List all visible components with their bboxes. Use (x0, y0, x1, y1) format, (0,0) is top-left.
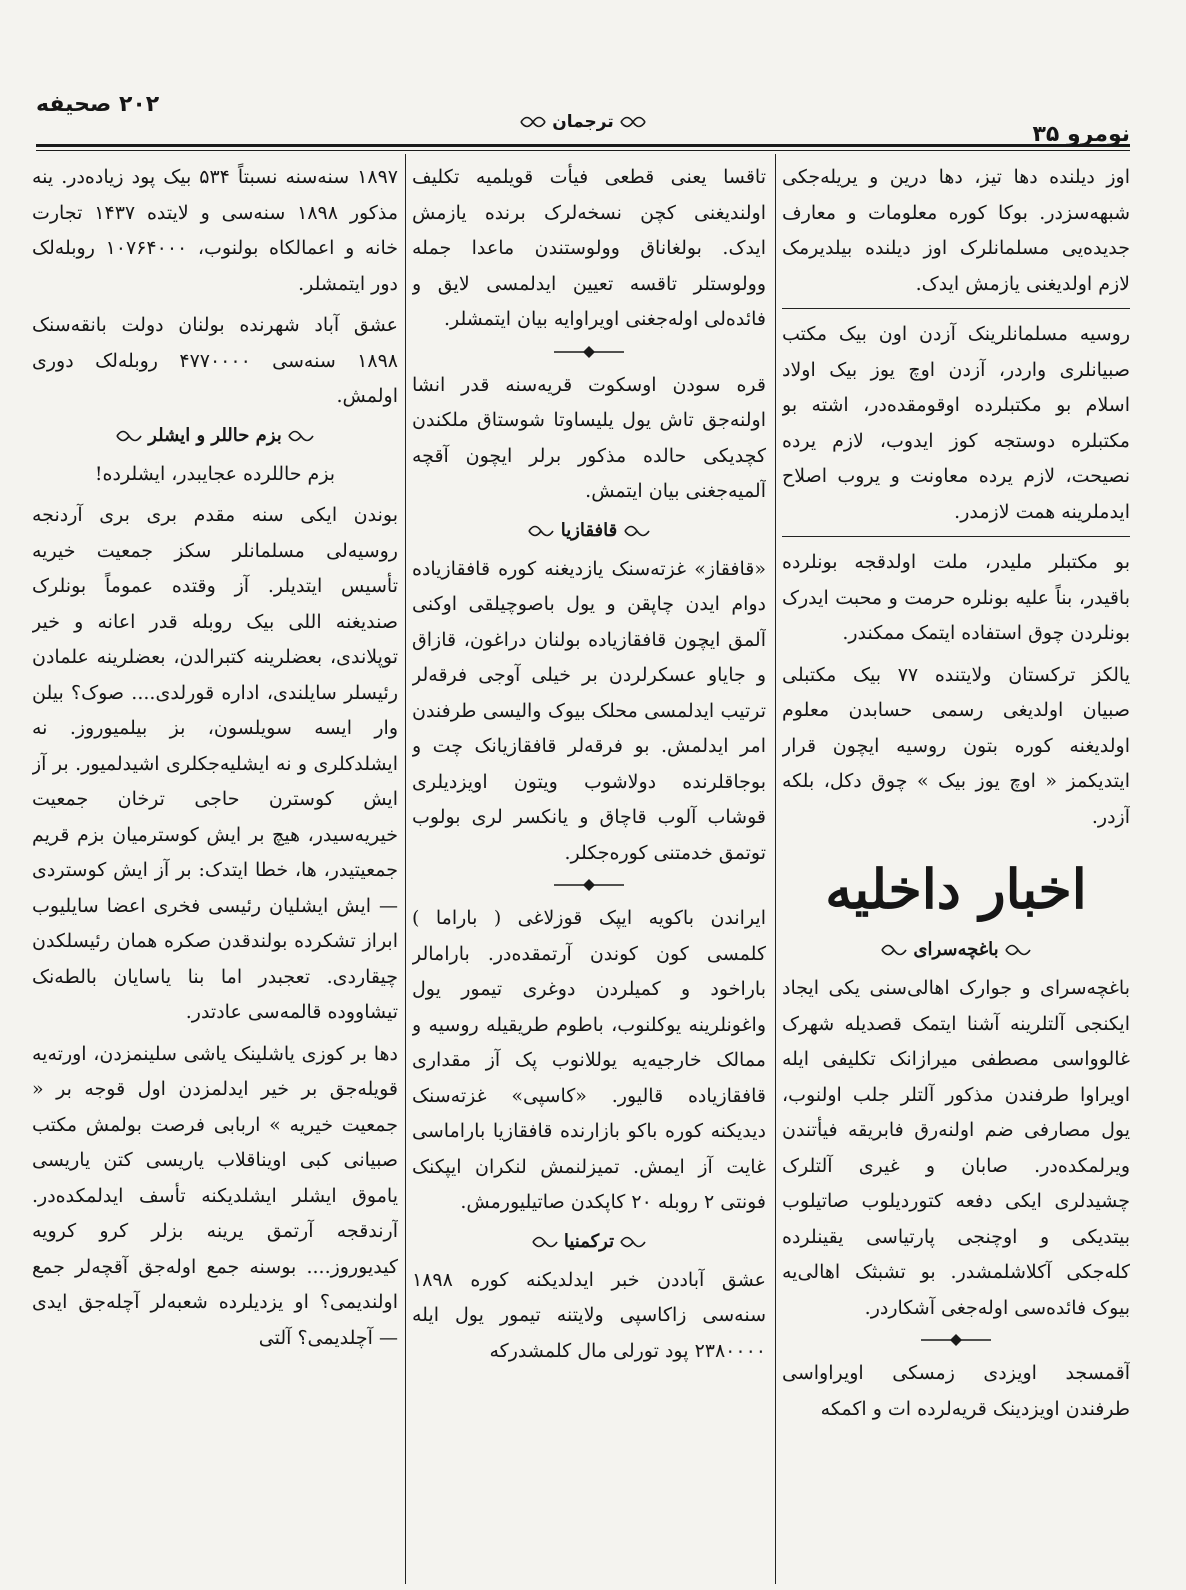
article-paragraph: باغچه‌سرای و جوارک اهالی‌سنی یکی ایجاد ایکنجی آلتلرینه آشنا ایتمک قصدیله شهرک غالوواسی مصطفی میرازانک تکلیفی ایله اویراوا طرفندن مذکور آلتلر جلب اولنوب، یول مصارفی ضم اولنه‌رق فابریقه فیأتندن ویرلمکده‌در. صابان و غیری آلتلرک چشیدلری ایکی دفعه کتوردیلوب صاتیلوب بیتدیکی و اوچنجی پارتیاسی یقینلرده کله‌جکی آکلاشلمشدر. بو تشبثک اهالی‌یه بیوک فائده‌سی اوله‌جغی آشکاردر. (782, 977, 1130, 1319)
article-paragraph: ایراندن باکویه ایپک قوزلاغی ( باراما ) کلمسی کون کوندن آرتمقده‌در. بارامالر باراخود و کمیلردن دوغری تیمور یول واغونلرینه یوکلنوب، باطوم طریقیله روسیه و ممالک خارجیه‌یه یوللانوب پک آز مقداری قافقازیاده قالیور. «کاسپی» غزته‌سنک دیدیکنه کوره باکو بازارنده قافقازیا باراماسی غایت آز ایمش. تمیزلنمش لنکران ایپکنک فونتی ۲ روبله ۲۰ کاپکدن صاتیلیورمش. (412, 907, 766, 1213)
article-paragraph: روسیه مسلمانلرینک آزدن اون بیک مکتب صبیانلری واردر، آزدن اوچ یوز بیک اولاد اسلام بو مکتبلرده اوقومقده‌در، اشته بو مکتبلره دوستجه کوز ایدوب، لازم یرده نصیحت، لازم یرده معاونت و یروب اصلاح ایدملرینه همت لازمدر. (782, 323, 1130, 523)
ornament-icon (528, 524, 554, 538)
article-paragraph: عشق آباد شهرنده بولنان دولت بانقه‌سنک ۱۸۹۸ سنه‌سی ۴۷۷۰۰۰۰ روبله‌لک دوری اولمش. (32, 314, 398, 407)
column-left (32, 160, 398, 1580)
article-paragraph: اوز دیلنده دها تیز، دها درین و یریله‌جکی شبهه‌سزدر. بوکا کوره معلومات و معارف جدیده‌یی مسلمانلرک اوز دیلنده بیلدیرمک لازم اولدیغنی یازمش ایدک. (782, 166, 1130, 295)
ornament-icon (520, 115, 546, 129)
article-paragraph: آقمسجد اویزدی زمسکی اویراواسی طرفندن اویزدینک قریه‌لرده ات و اکمکه (782, 1362, 1130, 1420)
ornament-icon (624, 524, 650, 538)
ornament-icon (288, 429, 314, 443)
issue-number: نومرو ۳۵ (1032, 122, 1130, 147)
article-paragraph: دها بر کوزی یاشلینک یاشی سلینمزدن، اورته‌یه قویله‌جق بر خیر ایدلمزدن اول قوجه بر « جمعیت خیریه » اربابی فرصت بولمش مکتب صبیانی کبی اویناقلاب یاریسی کتن یاریسی یاموق ایشلر ایشلدیکنه تأسف ایدلمکده‌در. آرندقجه آرتمق یرینه بزلر کرو کرویه کیدیوروز.... بوسنه جمع اوله‌جق آقچه‌لر جمع اولندیمی؟ او یزدیلرده شعبه‌لر آچله‌جق ایدی — آچلدیمی؟ آلتی (32, 1042, 398, 1349)
article-paragraph: ۱۸۹۷ سنه‌سنه نسبتاً ۵۳۴ بیک پود زیاده‌در. ینه مذکور ۱۸۹۸ سنه‌سی و لایتده ۱۴۳۷ تجارت خانه و اعمالکاه بولنوب، ۱۰۷۶۴۰۰۰ روبله‌لک دور ایتمشلر. (32, 166, 398, 295)
subheading-text: بزم حاللر و ایشلر (148, 424, 282, 446)
section-title: اخبار داخلیه (825, 857, 1087, 921)
ornament-icon (532, 1235, 558, 1249)
article-paragraph: «قافقاز» غزته‌سنک یازدیغنه کوره قافقازیاده دوام ایدن چاپقن و یول باصوچیلقی اوکنی آلمق ایچون قافقازیاده بولنان دراغون، قازاق و جایاو عسکرلردن بر خیلی آوجی فرقه‌لر ترتیب ایدلمسی محلک بیوک والیسی طرفندن امر ایدلمش. بو فرقه‌لر قافقازیانک چت و بوجاقلرنده دولاشوب ویتون اویزدیلری قوشاب آلوب قاچاق و یانکسر لری بولوب توتمق خدمتنی کوره‌جکلر. (412, 557, 766, 864)
header-rule-thin (36, 150, 1130, 151)
diamond-rule-icon (554, 345, 624, 359)
subheading (782, 935, 1130, 965)
subheading-text: قافقازیا (560, 519, 618, 541)
article-paragraph: عشق آباددن خبر ایدلدیکنه کوره ۱۸۹۸ سنه‌سی زاکاسپی ولایتنه تیمور یول ایله ۲۳۸۰۰۰۰ پود تورلی مال کلمشدرکه (412, 1268, 766, 1362)
diamond-rule-icon (921, 1333, 991, 1347)
subheading-text: ترکمنیا (563, 1230, 615, 1252)
column-right (782, 160, 1130, 1580)
diamond-rule-icon (554, 878, 624, 892)
column-divider (775, 154, 776, 1584)
article-paragraph: بوندن ایکی سنه مقدم بری بری آردنجه روسیه‌لی مسلمانلر سکز جمعیت خیریه تأسیس ایتدیلر. آز وقتده عموماً بونلرک صندیغنه اللی بیک روبله قدر اعانه و خیر توپلاندی، بعضلرینه کتبرالدن، بعضلرینه علمادن رئیسلر سایلندی، اداره قورلدی.... صوک؟ بیلن وار ایسه سویلسون، بز بیلمیوروز. نه ایشلدکلری و نه ایشلیه‌جکلری اشیدلمیور. بر آز ایش کوسترن حاجی ترخان جمعیت خیریه‌سیدر، هیچ بر ایش کوسترمیان بزم قریم جمعیتیدر، ها، خطا ایتدک: بر آز ایش کوستردی — ایش ایشلیان رئیسی فخری اعضا سایلیوب ابراز تشکرده بولندقدن صکره همان رئیسلکدن چیقاردی. تعجبدر اما بنا یاسایان بالطه‌نک تیشاووده قالمه‌سی عادتدر. (32, 504, 398, 1023)
column-divider (405, 154, 406, 1584)
column-middle (412, 160, 766, 1580)
separator-ornament (412, 877, 766, 895)
column-rule (782, 536, 1130, 537)
ornament-icon (116, 429, 142, 443)
subheading-text: باغچه‌سرای (913, 939, 999, 960)
newspaper-title: ترجمان (552, 112, 614, 132)
ornament-icon (620, 1235, 646, 1249)
subheading (32, 421, 398, 451)
masthead (36, 112, 1130, 132)
article-paragraph: یالکز ترکستان ولایتنده ۷۷ بیک مکتبلی صبیان اولدیغی رسمی حسابدن معلوم اولدیغنه کوره بتون روسیه ایچون قرار ایتدیکمز « اوچ یوز بیک » چوق دکل، بلکه آزدر. (782, 663, 1130, 828)
separator-ornament (412, 344, 766, 362)
page-header (36, 92, 1130, 147)
article-paragraph: قره سودن اوسکوت قریه‌سنه قدر انشا اولنه‌جق تاش یول یلیساوتا شوستاق ملکندن کچدیکی حالده مذکور برلر ایچون آقچه آلمیه‌جغنی بیان ایتمش. (412, 373, 766, 502)
article-paragraph: بزم حاللرده عجایبدر، ایشلرده! (94, 462, 336, 485)
ornament-icon (620, 115, 646, 129)
page-number: ۲۰۲ صحیفه (36, 92, 160, 117)
ornament-icon (881, 943, 907, 957)
article-paragraph: تاقسا یعنی قطعی فیأت قویلمیه تکلیف اولندیغنی کچن نسخه‌لرک برنده یازمش ایدک. بولغاناق وولوستندن ماعدا جمله وولوستلر تاقسه تعیین ایدلمسی لایق و فائده‌لی اوله‌جغنی اویراوایه بیان ایتمشلر. (412, 166, 766, 330)
header-rule (36, 144, 1130, 147)
article-paragraph: بو مکتبلر ملیدر، ملت اولدقجه بونلرده باقیدر، بناً علیه بونلره حرمت و محبت ایدرک بونلردن چوق استفاده ایتمک ممکندر. (782, 551, 1130, 644)
column-rule (782, 308, 1130, 309)
subheading (412, 1227, 766, 1257)
ornament-icon (1005, 943, 1031, 957)
separator-ornament (782, 1332, 1130, 1350)
subheading (412, 516, 766, 546)
